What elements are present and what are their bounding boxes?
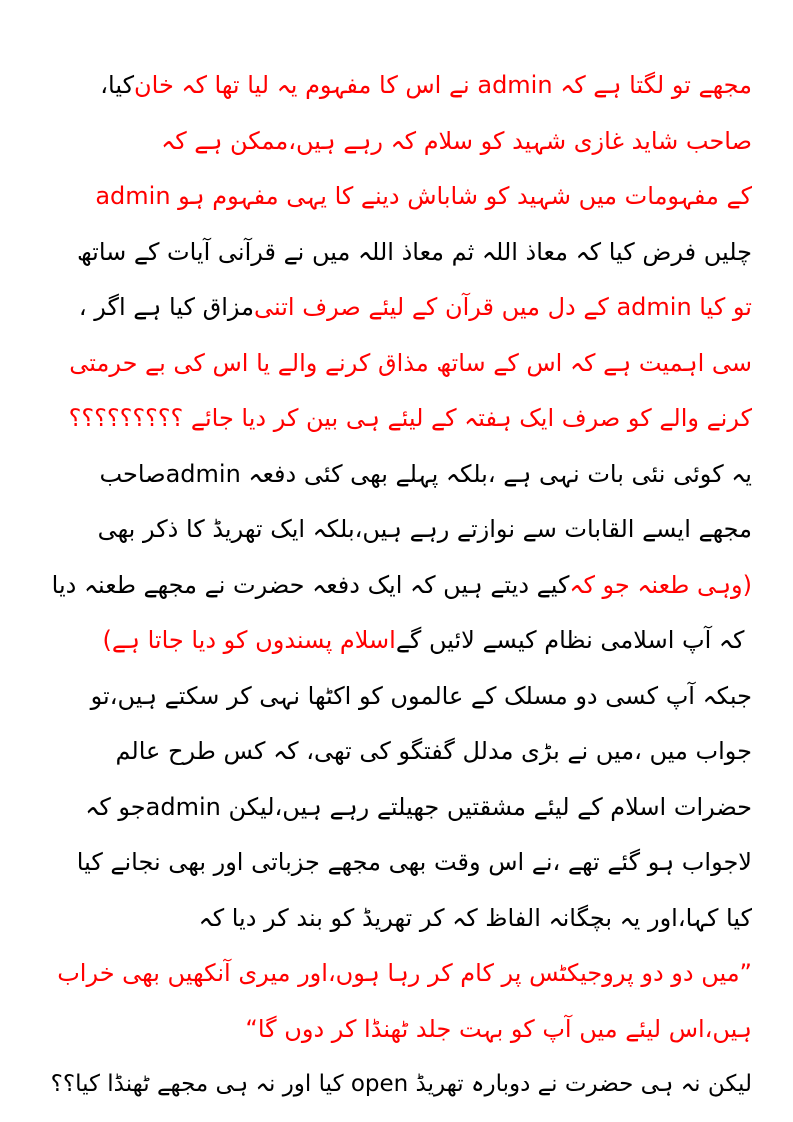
text-line [40,280,752,336]
text-segment: ”میں دو دو پروجیکٹس پر کام کر رہا ہوں،اور میری آنکھیں بھی خراب [57,959,752,987]
text-line [40,502,752,558]
text-segment: سی اہمیت ہے کہ اس کے ساتھ مذاق کرنے والے یا اس کی بے حرمتی [69,348,752,377]
text-segment: کیا کہا،اور یہ بچگانہ الفاظ کہ کر تھریڈ کو بند کر دیا کہ [198,903,752,932]
text-line [40,835,752,891]
text-segment: چلیں فرض کیا کہ معاذ اللہ ثم معاذ اللہ میں نے قرآنی آیات کے ساتھ [77,237,752,266]
text-segment: جواب میں ،میں نے بڑی مدلل گفتگو کی تھی، کہ کس طرح عالم [115,737,752,765]
text-segment: اسلام پسندوں کو دیا جاتا ہے) [102,626,396,654]
text-line [40,114,752,170]
text-segment: یہ کوئی نئی بات نہی ہے ،بلکہ پہلے بھی کئی دفعہ adminصاحب [99,459,752,488]
text-segment: مجھے تو لگتا ہے کہ admin نے اس کا مفہوم یہ لیا تھا کہ خان [134,71,752,99]
text-segment: مجھے ایسے القابات سے نوازتے رہے ہیں،بلکہ ایک تھریڈ کا ذکر بھی [97,515,752,543]
text-segment: مزاق کیا ہے اگر ، [78,293,254,321]
text-line [40,225,752,281]
text-segment: کہ آپ اسلامی نظام کیسے لائیں گے [395,626,752,654]
text-line [40,447,752,503]
text-segment: لیکن نہ ہی حضرت نے دوبارہ تھریڈ open کیا اور نہ ہی مجھے ٹھنڈا کیا؟؟ [50,1071,752,1097]
text-segment: صاحب شاید غازی شہید کو سلام کہ رہے ہیں،ممکن ہے کہ [161,126,752,155]
text-segment: کرنے والے کو صرف ایک ہفتہ کے لیئے ہی بین کر دیا جائے ؟؟؟؟؟؟؟؟؟ [68,404,752,432]
text-segment: حضرات اسلام کے لیئے مشقتیں جھیلتے رہے ہیں،لیکن adminجو کہ [85,792,752,821]
text-line [40,780,752,836]
text-segment: کیے دیتے ہیں کہ ایک دفعہ حضرت نے مجھے طعنہ دیا [44,570,570,599]
text-line [40,613,752,669]
text-segment: جبکہ آپ کسی دو مسلک کے عالموں کو اکٹھا نہی کر سکتے ہیں،تو [90,681,752,710]
text-line [40,169,752,225]
text-line [40,946,752,1002]
body-text [40,58,752,1113]
text-line [40,669,752,725]
text-line [40,391,752,447]
text-segment: تو کیا admin کے دل میں قرآن کے لیئے صرف اتنی [254,293,752,321]
text-line [40,558,752,614]
text-segment: admin کے مفہومات میں شہید کو شاباش دینے کا یہی مفہوم ہو [95,182,752,210]
text-line [40,891,752,947]
text-segment: لاجواب ہو گئے تھے ،نے اس وقت بھی مجھے جزباتی اور بھی نجانے کیا [76,848,752,876]
text-line [40,1057,752,1113]
text-segment: ہیں،اس لیئے میں آپ کو بہت جلد ٹھنڈا کر دوں گا“ [245,1014,752,1043]
text-line [40,724,752,780]
text-line [40,336,752,392]
text-line [40,1002,752,1058]
text-segment: کیا، [92,71,134,99]
text-line [40,58,752,114]
text-segment: (وہی طعنہ جو کہ [569,570,752,599]
